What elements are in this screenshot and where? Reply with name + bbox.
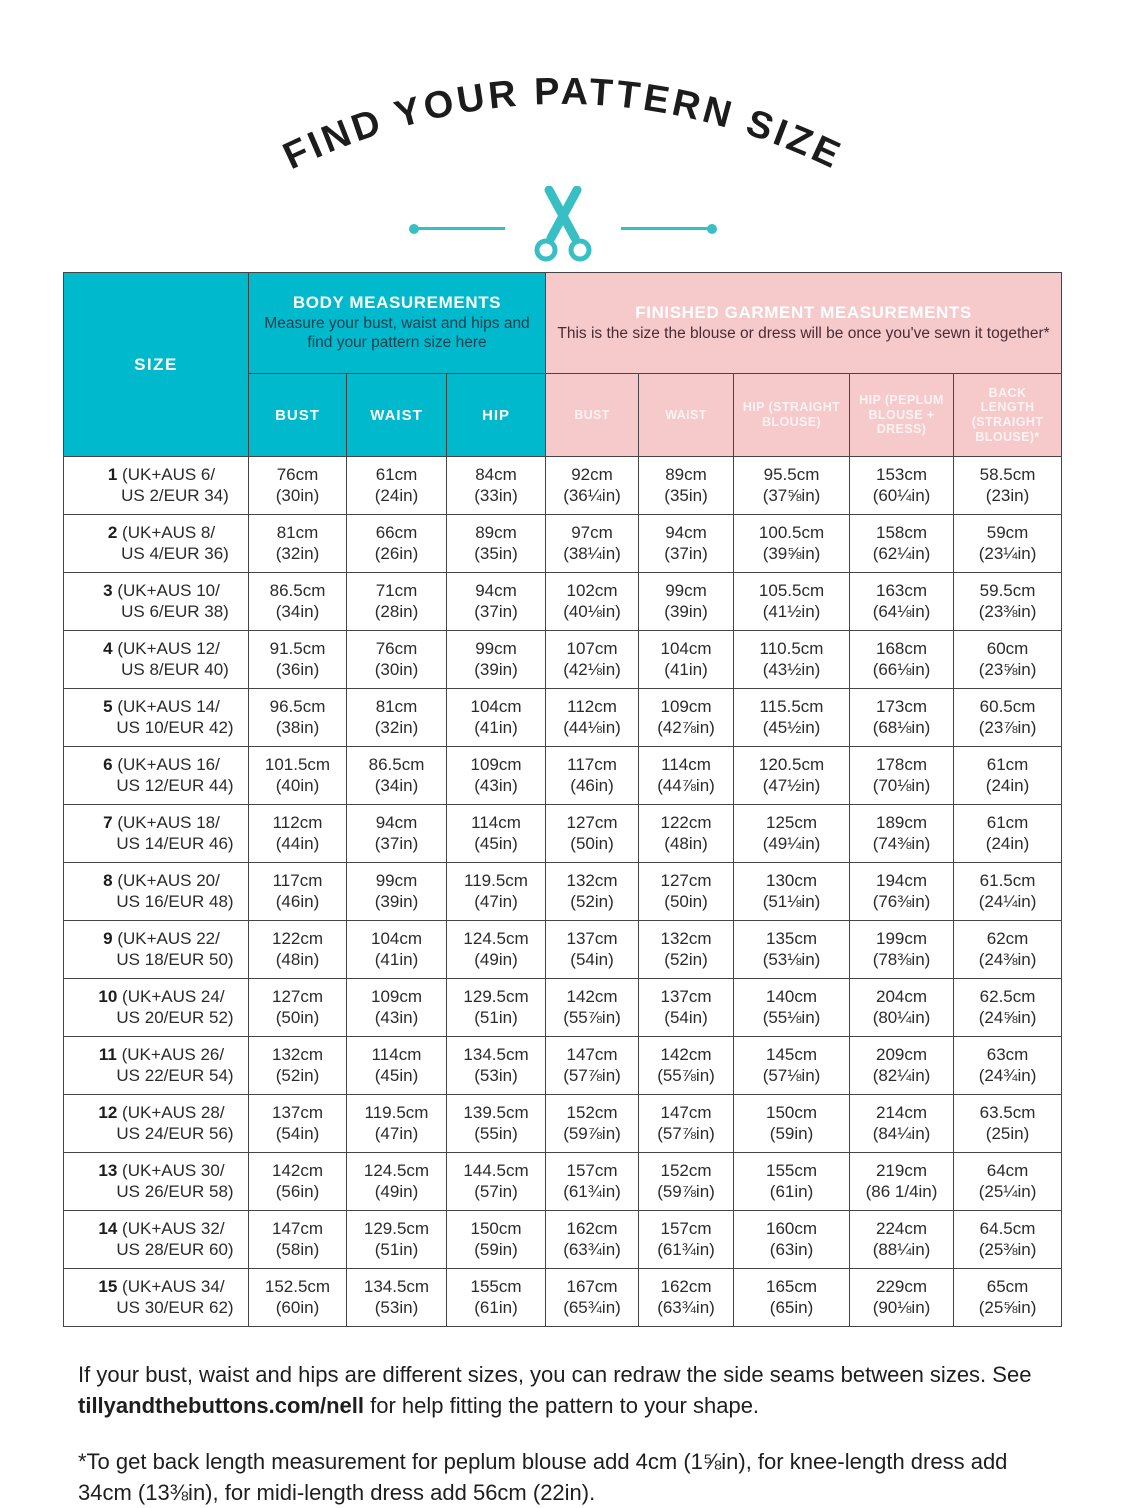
measurement-cell: 60.5cm (23⅞in): [954, 689, 1062, 747]
measurement-cell: 91.5cm (36in): [249, 631, 347, 689]
measurement-cell: 114cm (44⅞in): [639, 747, 734, 805]
measurement-cell: 94cm (37in): [447, 573, 546, 631]
measurement-cell: 114cm (45in): [347, 1037, 447, 1095]
measurement-cell: 99cm (39in): [639, 573, 734, 631]
fit-note-post: for help fitting the pattern to your shape.: [364, 1393, 760, 1419]
measurement-cell: 155cm (61in): [734, 1153, 850, 1211]
size-cell: 1 (UK+AUS 6/ US 2/EUR 34): [64, 457, 249, 515]
back-length-note: *To get back length measurement for peplum blouse add 4cm (1⅝in), for knee-length dress add 34cm (13⅜in), for midi-length dress add 56cm (22in).: [78, 1449, 1008, 1506]
measurement-cell: 160cm (63in): [734, 1211, 850, 1269]
measurement-cell: 61cm (24in): [954, 747, 1062, 805]
measurement-cell: 104cm (41in): [639, 631, 734, 689]
measurement-cell: 153cm (60¼in): [850, 457, 954, 515]
measurement-cell: 109cm (43in): [447, 747, 546, 805]
col-header-body-waist: WAIST: [347, 374, 447, 457]
scissors-icon: [531, 186, 595, 271]
measurement-cell: 163cm (64⅛in): [850, 573, 954, 631]
measurement-cell: 142cm (56in): [249, 1153, 347, 1211]
measurement-cell: 119.5cm (47in): [347, 1095, 447, 1153]
measurement-cell: 101.5cm (40in): [249, 747, 347, 805]
size-cell: 10 (UK+AUS 24/ US 20/EUR 52): [64, 979, 249, 1037]
measurement-cell: 158cm (62¼in): [850, 515, 954, 573]
col-header-body-bust: BUST: [249, 374, 347, 457]
measurement-cell: 137cm (54in): [546, 921, 639, 979]
measurement-cell: 132cm (52in): [639, 921, 734, 979]
size-cell: 12 (UK+AUS 28/ US 24/EUR 56): [64, 1095, 249, 1153]
measurement-cell: 129.5cm (51in): [347, 1211, 447, 1269]
measurement-cell: 119.5cm (47in): [447, 863, 546, 921]
measurement-cell: 209cm (82¼in): [850, 1037, 954, 1095]
measurement-cell: 125cm (49¼in): [734, 805, 850, 863]
fit-note-pre: If your bust, waist and hips are different sizes, you can redraw the side seams between sizes. See: [78, 1362, 1032, 1387]
table-row: [64, 689, 1062, 747]
table-row: [64, 747, 1062, 805]
measurement-cell: 104cm (41in): [447, 689, 546, 747]
table-row: [64, 805, 1062, 863]
measurement-cell: 139.5cm (55in): [447, 1095, 546, 1153]
measurement-cell: 168cm (66⅛in): [850, 631, 954, 689]
table-row: [64, 1095, 1062, 1153]
measurement-cell: 112cm (44⅛in): [546, 689, 639, 747]
measurement-cell: 92cm (36¼in): [546, 457, 639, 515]
measurement-cell: 214cm (84¼in): [850, 1095, 954, 1153]
divider-line-right: [621, 227, 709, 230]
measurement-cell: 97cm (38¼in): [546, 515, 639, 573]
measurement-cell: 147cm (57⅞in): [639, 1095, 734, 1153]
col-header-garment-bust: BUST: [546, 374, 639, 457]
body-measurements-header: [249, 273, 546, 374]
size-cell: 6 (UK+AUS 16/ US 12/EUR 44): [64, 747, 249, 805]
measurement-cell: 229cm (90⅛in): [850, 1269, 954, 1327]
scissors-divider: [0, 186, 1125, 271]
size-column-header: SIZE: [64, 273, 249, 457]
page-header: [0, 40, 1125, 271]
measurement-cell: 71cm (28in): [347, 573, 447, 631]
measurement-cell: 142cm (55⅞in): [639, 1037, 734, 1095]
measurement-cell: 137cm (54in): [639, 979, 734, 1037]
measurement-cell: 63.5cm (25in): [954, 1095, 1062, 1153]
measurement-cell: 132cm (52in): [546, 863, 639, 921]
measurement-cell: 59cm (23¼in): [954, 515, 1062, 573]
table-row: [64, 921, 1062, 979]
measurement-cell: 204cm (80¼in): [850, 979, 954, 1037]
divider-line-left: [417, 227, 505, 230]
measurement-cell: 127cm (50in): [249, 979, 347, 1037]
measurement-cell: 102cm (40⅛in): [546, 573, 639, 631]
measurement-cell: 162cm (63¾in): [546, 1211, 639, 1269]
measurement-cell: 134.5cm (53in): [447, 1037, 546, 1095]
measurement-cell: 65cm (25⅝in): [954, 1269, 1062, 1327]
measurement-cell: 165cm (65in): [734, 1269, 850, 1327]
measurement-cell: 122cm (48in): [249, 921, 347, 979]
measurement-cell: 135cm (53⅛in): [734, 921, 850, 979]
measurement-cell: 173cm (68⅛in): [850, 689, 954, 747]
measurement-cell: 110.5cm (43½in): [734, 631, 850, 689]
measurement-cell: 76cm (30in): [347, 631, 447, 689]
measurement-cell: 132cm (52in): [249, 1037, 347, 1095]
table-row: [64, 573, 1062, 631]
measurement-cell: 100.5cm (39⅝in): [734, 515, 850, 573]
measurement-cell: 127cm (50in): [639, 863, 734, 921]
table-row: [64, 863, 1062, 921]
measurement-cell: 105.5cm (41½in): [734, 573, 850, 631]
measurement-cell: 61cm (24in): [347, 457, 447, 515]
measurement-cell: 61.5cm (24¼in): [954, 863, 1062, 921]
page-title: [253, 40, 873, 192]
size-table: [63, 272, 1062, 1327]
page-title-text: FIND YOUR PATTERN SIZE: [276, 70, 849, 179]
measurement-cell: 140cm (55⅛in): [734, 979, 850, 1037]
measurement-cell: 60cm (23⅝in): [954, 631, 1062, 689]
size-cell: 4 (UK+AUS 12/ US 8/EUR 40): [64, 631, 249, 689]
table-row: [64, 1153, 1062, 1211]
garment-measurements-title: FINISHED GARMENT MEASUREMENTS: [635, 302, 972, 322]
svg-text:FIND YOUR PATTERN SIZE: [276, 71, 848, 178]
size-cell: 7 (UK+AUS 18/ US 14/EUR 46): [64, 805, 249, 863]
measurement-cell: 86.5cm (34in): [347, 747, 447, 805]
measurement-cell: 63cm (24¾in): [954, 1037, 1062, 1095]
measurement-cell: 194cm (76⅜in): [850, 863, 954, 921]
measurement-cell: 59.5cm (23⅜in): [954, 573, 1062, 631]
col-header-hip-peplum-dress: HIP (PEPLUM BLOUSE + DRESS): [850, 374, 954, 457]
measurement-cell: 137cm (54in): [249, 1095, 347, 1153]
table-row: [64, 515, 1062, 573]
measurement-cell: 109cm (42⅞in): [639, 689, 734, 747]
body-measurements-title: BODY MEASUREMENTS: [292, 293, 502, 313]
measurement-cell: 104cm (41in): [347, 921, 447, 979]
col-header-garment-waist: WAIST: [639, 374, 734, 457]
measurement-cell: 94cm (37in): [347, 805, 447, 863]
col-header-hip-straight-blouse: HIP (STRAIGHT BLOUSE): [734, 374, 850, 457]
size-cell: 11 (UK+AUS 26/ US 22/EUR 54): [64, 1037, 249, 1095]
measurement-cell: 127cm (50in): [546, 805, 639, 863]
col-header-back-length: BACK LENGTH (STRAIGHT BLOUSE)*: [954, 374, 1062, 457]
measurement-cell: 129.5cm (51in): [447, 979, 546, 1037]
size-cell: 9 (UK+AUS 22/ US 18/EUR 50): [64, 921, 249, 979]
fit-note-link: tillyandthebuttons.com/nell: [78, 1393, 365, 1419]
measurement-cell: 95.5cm (37⅝in): [734, 457, 850, 515]
size-cell: 5 (UK+AUS 14/ US 10/EUR 42): [64, 689, 249, 747]
table-row: [64, 1211, 1062, 1269]
measurement-cell: 109cm (43in): [347, 979, 447, 1037]
measurement-cell: 64.5cm (25⅜in): [954, 1211, 1062, 1269]
measurement-cell: 199cm (78⅜in): [850, 921, 954, 979]
measurement-cell: 89cm (35in): [639, 457, 734, 515]
size-cell: 13 (UK+AUS 30/ US 26/EUR 58): [64, 1153, 249, 1211]
measurement-cell: 62.5cm (24⅝in): [954, 979, 1062, 1037]
measurement-cell: 86.5cm (34in): [249, 573, 347, 631]
measurement-cell: 117cm (46in): [249, 863, 347, 921]
size-cell: 3 (UK+AUS 10/ US 6/EUR 38): [64, 573, 249, 631]
measurement-cell: 117cm (46in): [546, 747, 639, 805]
table-row: [64, 1269, 1062, 1327]
garment-measurements-subtitle: This is the size the blouse or dress will be once you've sewn it together*: [557, 324, 1050, 342]
measurement-cell: 145cm (57⅛in): [734, 1037, 850, 1095]
divider-dot-left: [409, 224, 419, 234]
measurement-cell: 124.5cm (49in): [447, 921, 546, 979]
table-row: [64, 979, 1062, 1037]
measurement-cell: 89cm (35in): [447, 515, 546, 573]
measurement-cell: 94cm (37in): [639, 515, 734, 573]
measurement-cell: 81cm (32in): [249, 515, 347, 573]
measurement-cell: 152cm (59⅞in): [639, 1153, 734, 1211]
measurement-cell: 99cm (39in): [447, 631, 546, 689]
measurement-cell: 219cm (86 1/4in): [850, 1153, 954, 1211]
measurement-cell: 150cm (59in): [447, 1211, 546, 1269]
measurement-cell: 147cm (58in): [249, 1211, 347, 1269]
measurement-cell: 114cm (45in): [447, 805, 546, 863]
measurement-cell: 224cm (88¼in): [850, 1211, 954, 1269]
measurement-cell: 130cm (51⅛in): [734, 863, 850, 921]
size-cell: 15 (UK+AUS 34/ US 30/EUR 62): [64, 1269, 249, 1327]
measurement-cell: 157cm (61¾in): [639, 1211, 734, 1269]
body-measurements-subtitle: Measure your bust, waist and hips and find your pattern size here: [264, 315, 530, 351]
size-cell: 2 (UK+AUS 8/ US 4/EUR 36): [64, 515, 249, 573]
garment-measurements-header: [546, 273, 1062, 374]
measurement-cell: 152cm (59⅞in): [546, 1095, 639, 1153]
measurement-cell: 122cm (48in): [639, 805, 734, 863]
measurement-cell: 58.5cm (23in): [954, 457, 1062, 515]
measurement-cell: 157cm (61¾in): [546, 1153, 639, 1211]
table-row: [64, 457, 1062, 515]
measurement-cell: 96.5cm (38in): [249, 689, 347, 747]
measurement-cell: 144.5cm (57in): [447, 1153, 546, 1211]
measurement-cell: 120.5cm (47½in): [734, 747, 850, 805]
fit-note: [78, 1359, 1046, 1421]
measurement-cell: 76cm (30in): [249, 457, 347, 515]
measurement-cell: 152.5cm (60in): [249, 1269, 347, 1327]
measurement-cell: 84cm (33in): [447, 457, 546, 515]
measurement-cell: 178cm (70⅛in): [850, 747, 954, 805]
measurement-cell: 142cm (55⅞in): [546, 979, 639, 1037]
measurement-cell: 124.5cm (49in): [347, 1153, 447, 1211]
measurement-cell: 147cm (57⅞in): [546, 1037, 639, 1095]
measurement-cell: 189cm (74⅜in): [850, 805, 954, 863]
measurement-cell: 155cm (61in): [447, 1269, 546, 1327]
measurement-cell: 62cm (24⅜in): [954, 921, 1062, 979]
measurement-cell: 150cm (59in): [734, 1095, 850, 1153]
measurement-cell: 61cm (24in): [954, 805, 1062, 863]
table-row: [64, 631, 1062, 689]
measurement-cell: 64cm (25¼in): [954, 1153, 1062, 1211]
divider-dot-right: [707, 224, 717, 234]
measurement-cell: 115.5cm (45½in): [734, 689, 850, 747]
measurement-cell: 112cm (44in): [249, 805, 347, 863]
table-row: [64, 1037, 1062, 1095]
measurement-cell: 99cm (39in): [347, 863, 447, 921]
measurement-cell: 167cm (65¾in): [546, 1269, 639, 1327]
measurement-cell: 134.5cm (53in): [347, 1269, 447, 1327]
measurement-cell: 107cm (42⅛in): [546, 631, 639, 689]
measurement-cell: 162cm (63¾in): [639, 1269, 734, 1327]
size-cell: 14 (UK+AUS 32/ US 28/EUR 60): [64, 1211, 249, 1269]
group-header-row: [64, 273, 1062, 374]
size-cell: 8 (UK+AUS 20/ US 16/EUR 48): [64, 863, 249, 921]
col-header-body-hip: HIP: [447, 374, 546, 457]
measurement-cell: 66cm (26in): [347, 515, 447, 573]
measurement-cell: 81cm (32in): [347, 689, 447, 747]
